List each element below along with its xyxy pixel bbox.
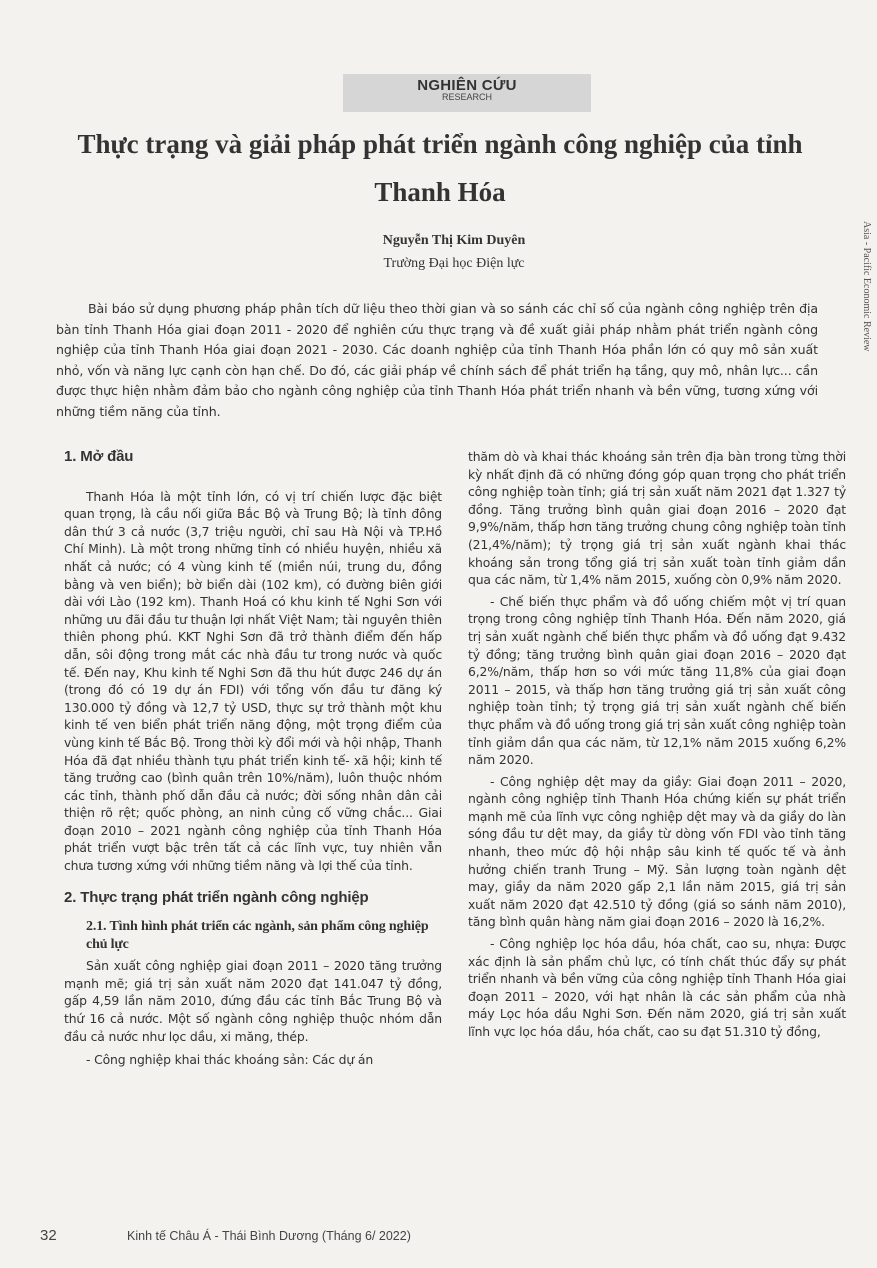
heading-industry-status: 2. Thực trạng phát triển ngành công nghiệp (64, 888, 369, 906)
paragraph-textile: - Công nghiệp dệt may da giầy: Giai đoạn 2011 – 2020, ngành công nghiệp tỉnh Thanh Hóa chứng kiến sự phát triển mạnh mẽ của lĩnh vực công nghiệp dệt may và da giầy do làn sóng đầu tư dệt may, da giầy từ dòng vốn FDI vào tỉnh tăng nhanh, theo mức độ hội nhập sâu kinh tế quốc tế và ảnh hưởng chiến tranh Trung – Mỹ. Sản lượng toàn ngành dệt may, giầy da năm 2020 gấp 2,1 lần năm 2015, giá trị sản xuất năm 2020 đạt 42.510 tỷ đồng (giá so sánh năm 2010), tăng bình quân hàng năm giai đoạn 2016 – 2020 là 16,2%. (468, 773, 846, 930)
section-label: NGHIÊN CỨU (417, 77, 517, 94)
paragraph-mining-continued: thăm dò và khai thác khoáng sản trên địa bàn trong từng thời kỳ nhất định đã có những đóng góp quan trọng cho phát triển công nghiệp toàn tỉnh; giá trị sản xuất năm 2021 đạt 1.327 tỷ đồng. Tăng trưởng bình quân giai đoạn 2016 – 2020 đạt 9,9%/năm, thấp hơn tăng trưởng chung công nghiệp toàn tỉnh (21,4%/năm); tỷ trọng giá trị sản xuất ngành khai thác khoáng sản trong tổng giá trị sản xuất toàn tỉnh giảm dần qua các năm, từ 1,4% năm 2015, xuống còn 0,9% năm 2020. (468, 449, 846, 588)
article-affiliation: Trường Đại học Điện lực (383, 256, 525, 271)
page-number: 32 (40, 1227, 57, 1244)
article-abstract: Bài báo sử dụng phương pháp phân tích dữ liệu theo thời gian và so sánh các chỉ số của ngành công nghiệp trên địa bàn tỉnh Thanh Hóa giai đoạn 2011 - 2020 để nghiên cứu thực trạng và đề xuất giải pháp nhằm phát triển ngành công nghiệp của tỉnh Thanh Hóa giai đoạn 2021 - 2030. Các doanh nghiệp của tỉnh Thanh Hóa phần lớn có quy mô sản xuất nhỏ, vốn và năng lực cạnh còn hạn chế. Do đó, các giải pháp về chính sách để phát triển hạ tầng, quy mô, nhân lực... cần được thực hiện nhằm đảm bảo cho ngành công nghiệp của tỉnh Thanh Hóa phát triển nhanh và bền vững, tương xứng với những tiềm năng của tỉnh. (56, 301, 818, 419)
paragraph-introduction: Thanh Hóa là một tỉnh lớn, có vị trí chiến lược đặc biệt quan trọng, là cầu nối giữa Bắc Bộ và Trung Bộ; là tỉnh đông dân thứ 3 cả nước (3,7 triệu người, chỉ sau Hà Nội và TP.Hồ Chí Minh). Là một trong những tỉnh có nhiều huyện, nhiều xã nhất cả nước; có 4 vùng kinh tế (miền núi, trung du, đồng bằng và ven biển); bờ biển dài (102 km), có đường biên giới dài với Lào (192 km). Thanh Hoá có khu kinh tế Nghi Sơn với những ưu đãi đầu tư thuận lợi nhất Việt Nam; tài nguyên thiên thiên phong phú. KKT Nghi Sơn đã trở thành điểm đến hấp dẫn, sôi động trong mắt các nhà đầu tư trong nước và quốc tế. Đến nay, Khu kinh tế Nghi Sơn đã thu hút được 246 dự án (trong đó có 19 dự án FDI) với tổng vốn đầu tư đăng ký 130.000 tỷ đồng và 12,7 tỷ USD, thực sự trở thành một khu kinh tế ven biển phát triển năng động, một trọng điểm của vùng kinh tế Bắc Bộ. Trong thời kỳ đổi mới và hội nhập, Thanh Hóa đã đạt nhiều thành tựu phát triển kinh tế- xã hội; kinh tế tăng trưởng cao (bình quân trên 10%/năm), luôn thuộc nhóm các tỉnh, thành phố dẫn đầu cả nước; đời sống nhân dân cải thiện rõ rệt; quốc phòng, an ninh củng cố vững chắc... Giai đoạn 2010 – 2021 ngành công nghiệp của tỉnh Thanh Hóa phát triển vượt bậc trên tất cả các lĩnh vực, tuy nhiên vẫn chưa tương xứng với những tiềm năng và lợi thế của tỉnh. (64, 488, 442, 874)
paragraph-production: Sản xuất công nghiệp giai đoạn 2011 – 2020 tăng trưởng mạnh mẽ; giá trị sản xuất năm 2020 đạt 141.047 tỷ đồng, gấp 4,59 lần năm 2010, đứng đầu các tỉnh Bắc Trung Bộ và thứ 16 cả nước. Một số ngành công nghiệp thuộc nhóm dẫn đầu cả nước như lọc dầu, xi măng, thép. (64, 958, 442, 1044)
side-journal-name: Asia - Pacific Economic Review (861, 221, 872, 352)
section-sublabel: RESEARCH (441, 92, 492, 102)
paragraph-food-processing: - Chế biến thực phẩm và đồ uống chiếm một vị trí quan trọng trong công nghiệp tỉnh Thanh Hóa. Đến năm 2020, giá trị sản xuất ngành chế biến thực phẩm và đồ uống đạt 9.432 tỷ đồng; tăng trưởng bình quân giai đoạn 2016 – 2020 đạt 6,2%/năm, thấp hơn so với mức tăng 11,8% của giai đoạn 2011 – 2015, và thấp hơn tăng trưởng giá trị sản xuất công nghiệp toàn tỉnh; tỷ trọng giá trị sản xuất ngành chế biến thực phẩm và đồ uống trong giá trị sản xuất công nghiệp toàn tỉnh giảm dần qua các năm, từ 12,1% năm 2015 xuống 6,2% năm 2020. (468, 593, 846, 768)
subheading-key-industries: 2.1. Tình hình phát triển các ngành, sản phẩm công nghiệp chủ lực (86, 919, 429, 953)
left-column (64, 448, 442, 1069)
right-column (468, 448, 846, 1041)
paragraph-mining-start: - Công nghiệp khai thác khoáng sản: Các dự án (86, 1052, 374, 1068)
article-author: Nguyễn Thị Kim Duyên (382, 233, 526, 248)
footer-journal-info: Kinh tế Châu Á - Thái Bình Dương (Tháng 6/ 2022) (127, 1229, 411, 1243)
heading-introduction: 1. Mở đầu (64, 448, 134, 465)
article-title: Thực trạng và giải pháp phát triển ngành công nghiệp của tỉnh Thanh Hóa (77, 129, 803, 207)
section-header (343, 74, 591, 112)
paragraph-refinery: - Công nghiệp lọc hóa dầu, hóa chất, cao su, nhựa: Được xác định là sản phẩm chủ lực, có tính chất thúc đẩy sự phát triển nhanh và bền vững của công nghiệp tỉnh Thanh Hóa giai đoạn 2011 – 2020, với hạt nhân là các sản phẩm của nhà máy Lọc hóa dầu Nghi Sơn. Đến năm 2020, giá trị sản xuất lĩnh vực lọc hóa dầu, hóa chất, cao su đạt 51.310 tỷ đồng, (468, 936, 846, 1039)
